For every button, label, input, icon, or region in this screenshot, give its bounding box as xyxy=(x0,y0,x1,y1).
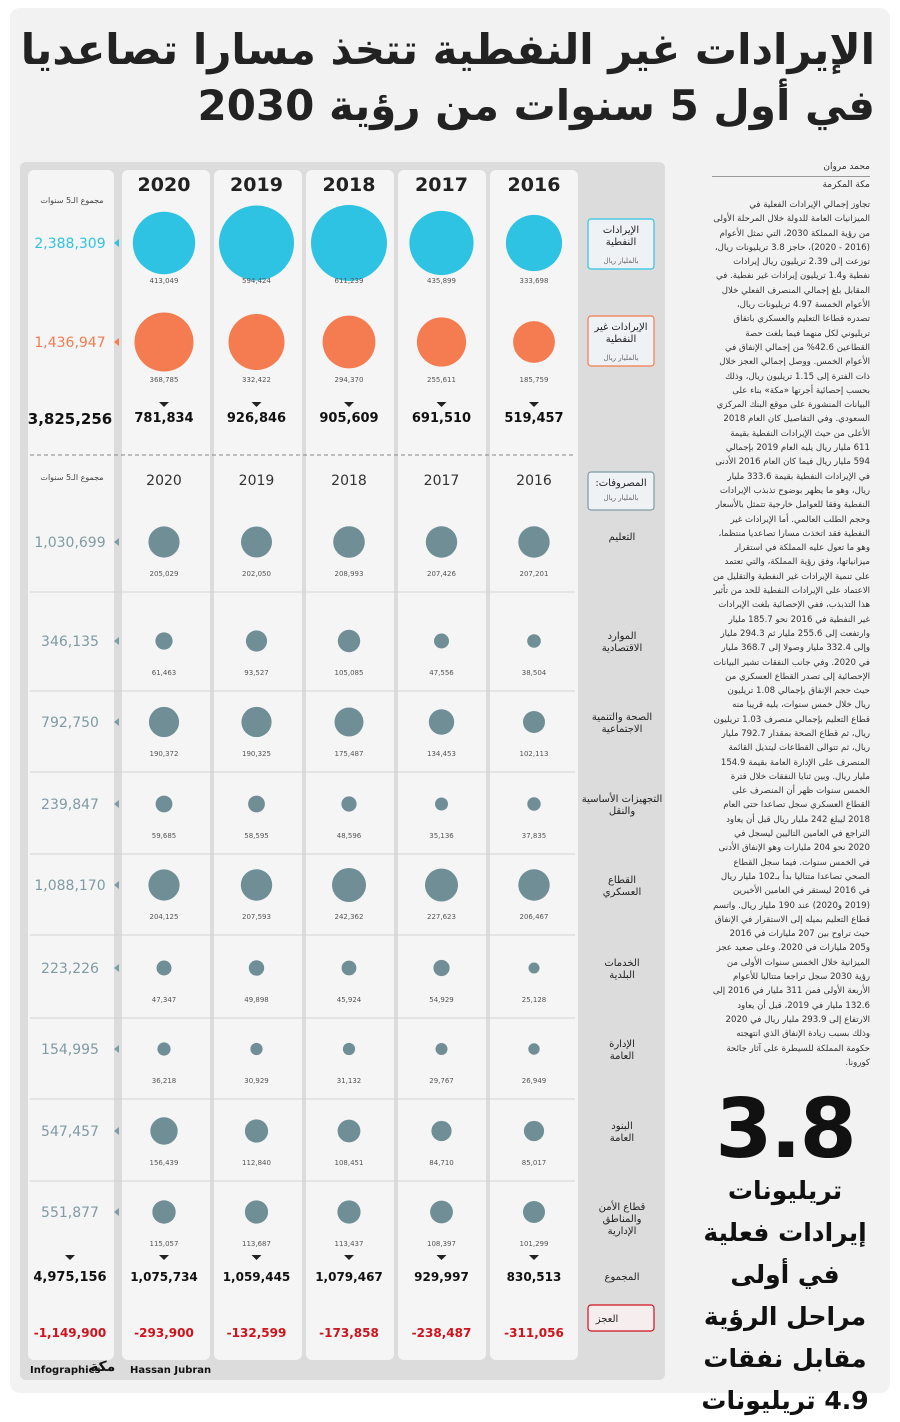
makkah-logo: مكة xyxy=(90,1359,116,1375)
revenue-label-oil-line-1: الإيرادات xyxy=(602,225,640,236)
expense-year-header-2018: 2018 xyxy=(331,473,367,489)
value-nonoil-2019: 332,422 xyxy=(242,376,271,384)
expense-year-header-2017: 2017 xyxy=(423,473,460,489)
bubble-sector-2-2016 xyxy=(527,634,541,648)
bubble-sector-1-2020 xyxy=(148,526,179,557)
revenue-total-2017: 691,510 xyxy=(411,411,472,426)
value-sector-1-2016: 207,201 xyxy=(519,570,549,578)
expense-total-2017: 929,997 xyxy=(414,1270,469,1284)
value-sector-8-2020: 156,439 xyxy=(149,1159,179,1167)
bubble-sector-5-2019 xyxy=(241,869,272,900)
arrow-sector-1 xyxy=(114,538,119,546)
bubble-nonoil-2017 xyxy=(417,317,466,366)
sector-label-8-line-1: البنود xyxy=(611,1121,633,1132)
total-sector-3: 792,750 xyxy=(41,715,99,731)
rev-total-arrow-2019 xyxy=(252,402,262,407)
value-sector-2-2016: 38,504 xyxy=(521,669,547,677)
headline-line-1: الإيرادات غير النفطية تتخذ مسارا تصاعديا xyxy=(20,25,875,74)
value-sector-5-2018: 242,362 xyxy=(334,913,364,921)
value-sector-9-2016: 101,299 xyxy=(519,1240,549,1248)
value-oil-2017: 435,899 xyxy=(427,277,456,285)
bubble-nonoil-2016 xyxy=(513,321,555,363)
value-sector-3-2019: 190,325 xyxy=(242,750,271,758)
bubble-sector-6-2020 xyxy=(157,961,172,976)
bubble-sector-8-2016 xyxy=(524,1121,544,1141)
value-nonoil-2018: 294,370 xyxy=(334,376,364,384)
expense-year-header-2020: 2020 xyxy=(146,473,182,489)
bubble-sector-6-2016 xyxy=(529,963,540,974)
value-sector-5-2019: 207,593 xyxy=(242,913,271,921)
sector-label-9-line-3: الإدارية xyxy=(607,1226,637,1237)
bubble-sector-6-2019 xyxy=(249,960,264,975)
sector-label-5-line-1: القطاع xyxy=(607,875,637,886)
bubble-sector-1-2018 xyxy=(333,526,365,558)
revenue-total-2016: 519,457 xyxy=(504,411,564,426)
value-sector-2-2020: 61,463 xyxy=(151,669,177,677)
revenue-grand-total: 3,825,256 xyxy=(27,410,113,428)
sector-label-1-line-1: التعليم xyxy=(608,532,636,543)
value-sector-8-2017: 84,710 xyxy=(429,1159,454,1167)
sector-label-6-line-1: الخدمات xyxy=(604,958,640,969)
deficit-2019: -132,599 xyxy=(226,1326,287,1340)
value-sector-9-2019: 113,687 xyxy=(242,1240,271,1248)
rev-total-arrow-2020 xyxy=(159,402,169,407)
bubble-sector-6-2017 xyxy=(433,960,449,976)
bubble-sector-9-2019 xyxy=(245,1200,268,1223)
bubble-oil-2017 xyxy=(409,211,473,275)
value-sector-3-2018: 175,487 xyxy=(334,750,364,758)
bubble-nonoil-2019 xyxy=(229,314,285,370)
arrow-sector-3 xyxy=(114,718,119,726)
value-oil-2019: 594,424 xyxy=(242,277,271,285)
bubble-oil-2016 xyxy=(506,215,562,271)
revenue-unit-oil: بالمليار ريال xyxy=(603,257,639,265)
deficit-total: -1,149,900 xyxy=(33,1326,107,1340)
bubble-sector-2-2017 xyxy=(434,634,449,649)
bubble-sector-5-2016 xyxy=(518,869,549,900)
sector-label-2-line-1: الموارد xyxy=(607,631,637,642)
revenue-label-nonoil-line-1: الإيرادات غير xyxy=(594,322,648,333)
total-sector-9: 551,877 xyxy=(41,1205,99,1221)
value-sector-7-2016: 26,949 xyxy=(521,1077,547,1085)
expense-total-2019: 1,059,445 xyxy=(222,1270,291,1284)
sector-label-7-line-2: العامة xyxy=(609,1051,635,1062)
total-nonoil: 1,436,947 xyxy=(34,335,106,351)
expense-total-2018: 1,079,467 xyxy=(315,1270,383,1284)
revenue-label-oil-line-2: النفطية xyxy=(605,237,637,248)
bubble-sector-7-2020 xyxy=(157,1042,170,1055)
bubble-oil-2018 xyxy=(311,205,387,281)
bubble-sector-3-2016 xyxy=(523,711,545,733)
arrow-oil xyxy=(114,239,119,247)
value-sector-6-2019: 49,898 xyxy=(244,996,269,1004)
bubble-sector-8-2018 xyxy=(338,1120,361,1143)
sector-label-3-line-1: الصحة والتنمية xyxy=(591,712,653,723)
value-sector-2-2018: 105,085 xyxy=(334,669,364,677)
bubble-oil-2020 xyxy=(133,212,195,274)
total-sector-5: 1,088,170 xyxy=(34,878,106,894)
bubble-sector-8-2017 xyxy=(431,1121,451,1141)
sector-label-9-line-1: قطاع الأمن xyxy=(598,1202,646,1213)
value-oil-2018: 611,239 xyxy=(334,277,364,285)
bubble-sector-9-2018 xyxy=(337,1200,360,1223)
highlight-number: 3.8 xyxy=(715,1082,855,1177)
value-sector-2-2017: 47,556 xyxy=(429,669,454,677)
expense-total-2016: 830,513 xyxy=(506,1270,562,1284)
bubble-sector-7-2017 xyxy=(436,1043,448,1055)
exp-total-arrow-2019 xyxy=(252,1255,262,1260)
bubble-sector-2-2018 xyxy=(338,630,360,652)
value-sector-8-2018: 108,451 xyxy=(334,1159,364,1167)
value-sector-5-2020: 204,125 xyxy=(149,913,179,921)
total-sector-8: 547,457 xyxy=(41,1124,99,1140)
bubble-oil-2019 xyxy=(219,206,294,281)
bubble-sector-2-2020 xyxy=(155,632,172,649)
year-header-2020: 2020 xyxy=(137,174,191,196)
value-nonoil-2020: 368,785 xyxy=(149,376,179,384)
footer-author: Hassan Jubran xyxy=(130,1365,212,1376)
value-oil-2020: 413,049 xyxy=(149,277,179,285)
year-header-2018: 2018 xyxy=(322,174,376,196)
bubble-sector-4-2016 xyxy=(527,797,540,810)
arrow-sector-9 xyxy=(114,1208,119,1216)
exp-total-arrow-2020 xyxy=(159,1255,169,1260)
value-sector-4-2017: 35,136 xyxy=(429,832,454,840)
value-sector-4-2020: 59,685 xyxy=(151,832,177,840)
bubble-sector-3-2018 xyxy=(335,708,364,737)
sector-label-7-line-1: الإدارة xyxy=(609,1039,635,1050)
total-sector-7: 154,995 xyxy=(41,1042,99,1058)
value-sector-5-2017: 227,623 xyxy=(427,913,456,921)
bubble-sector-2-2019 xyxy=(246,630,267,651)
value-sector-6-2018: 45,924 xyxy=(336,996,362,1004)
revenue-label-nonoil-line-2: النفطية xyxy=(605,334,637,345)
bubble-sector-5-2020 xyxy=(148,869,179,900)
expense-grand-total: 4,975,156 xyxy=(33,1270,107,1285)
deficit-2020: -293,900 xyxy=(134,1326,194,1340)
arrow-sector-4 xyxy=(114,800,119,808)
deficit-2018: -173,858 xyxy=(319,1326,379,1340)
deficit-2016: -311,056 xyxy=(504,1326,564,1340)
bubble-sector-4-2019 xyxy=(248,796,265,813)
bubble-sector-4-2020 xyxy=(156,796,173,813)
revenue-unit-nonoil: بالمليار ريال xyxy=(603,354,639,362)
sector-label-4-line-2: والنقل xyxy=(608,806,636,817)
expenses-label: المصروفات: xyxy=(595,478,647,489)
arrow-sector-7 xyxy=(114,1045,119,1053)
value-sector-1-2017: 207,426 xyxy=(427,570,456,578)
value-sector-7-2018: 31,132 xyxy=(336,1077,362,1085)
total-sector-6: 223,226 xyxy=(41,961,99,977)
bubble-sector-3-2020 xyxy=(149,707,179,737)
rev-total-arrow-2016 xyxy=(529,402,539,407)
arrow-sector-8 xyxy=(114,1127,119,1135)
sector-label-2-line-2: الاقتصادية xyxy=(601,643,643,654)
value-sector-7-2020: 36,218 xyxy=(151,1077,177,1085)
value-sector-6-2020: 47,347 xyxy=(151,996,177,1004)
bubble-sector-9-2016 xyxy=(523,1201,545,1223)
footer-infographics: Infographics xyxy=(30,1365,101,1376)
bubble-sector-3-2019 xyxy=(241,707,271,737)
value-sector-9-2018: 113,437 xyxy=(334,1240,364,1248)
exp-total-arrow-2016 xyxy=(529,1255,539,1260)
headline-line-2: في أول 5 سنوات من رؤية 2030 xyxy=(197,81,875,130)
arrow-sector-5 xyxy=(114,881,119,889)
value-sector-7-2017: 29,767 xyxy=(429,1077,454,1085)
byline-city: مكة المكرمة xyxy=(822,180,870,190)
sector-label-6-line-2: البلدية xyxy=(609,970,635,981)
sector-label-5-line-2: العسكري xyxy=(602,887,642,898)
bubble-nonoil-2018 xyxy=(323,316,376,369)
bubble-sector-4-2017 xyxy=(435,798,448,811)
value-sector-3-2017: 134,453 xyxy=(427,750,456,758)
sum-label: المجموع xyxy=(604,1272,640,1283)
total-oil: 2,388,309 xyxy=(34,236,106,252)
value-sector-5-2016: 206,467 xyxy=(519,913,549,921)
value-sector-9-2017: 108,397 xyxy=(427,1240,456,1248)
total-sector-2: 346,135 xyxy=(41,634,99,650)
bubble-sector-1-2019 xyxy=(241,527,272,558)
total-header-top: مجموع الـ5 سنوات xyxy=(40,196,104,205)
value-sector-1-2020: 205,029 xyxy=(149,570,179,578)
revenue-total-2018: 905,609 xyxy=(319,411,379,426)
value-sector-3-2016: 102,113 xyxy=(519,750,549,758)
deficit-2017: -238,487 xyxy=(411,1326,472,1340)
year-header-2016: 2016 xyxy=(507,174,561,196)
total-header-expenses: مجموع الـ5 سنوات xyxy=(40,473,104,482)
sector-label-4-line-1: التجهيزات الأساسية xyxy=(581,794,663,805)
bubble-sector-1-2016 xyxy=(518,526,549,557)
value-sector-8-2019: 112,840 xyxy=(242,1159,271,1167)
bubble-sector-8-2020 xyxy=(150,1117,177,1144)
expense-year-header-2019: 2019 xyxy=(238,473,275,489)
bubble-sector-7-2018 xyxy=(343,1043,355,1055)
arrow-sector-6 xyxy=(114,964,119,972)
exp-grand-arrow xyxy=(65,1255,75,1260)
byline-author: محمد مروان xyxy=(712,160,870,177)
year-header-2017: 2017 xyxy=(415,174,468,196)
bubble-sector-3-2017 xyxy=(429,709,454,734)
total-sector-1: 1,030,699 xyxy=(34,535,106,551)
sector-label-8-line-2: العامة xyxy=(609,1133,635,1144)
deficit-label: العجز xyxy=(595,1314,619,1325)
value-oil-2016: 333,698 xyxy=(519,277,549,285)
rev-total-arrow-2018 xyxy=(344,402,354,407)
value-sector-3-2020: 190,372 xyxy=(149,750,179,758)
bubble-nonoil-2020 xyxy=(135,313,194,372)
bubble-sector-5-2018 xyxy=(332,868,366,902)
value-sector-4-2019: 58,595 xyxy=(244,832,269,840)
value-sector-7-2019: 30,929 xyxy=(244,1077,269,1085)
value-sector-6-2017: 54,929 xyxy=(429,996,454,1004)
highlight-text: تريليونات إيرادات فعلية في أولى مراحل الرؤية مقابل نفقات 4.9 تريليونات xyxy=(701,1176,869,1415)
sector-label-3-line-2: الاجتماعية xyxy=(601,724,643,735)
bubble-sector-9-2017 xyxy=(430,1201,453,1224)
arrow-sector-2 xyxy=(114,637,119,645)
bubble-sector-8-2019 xyxy=(245,1119,268,1142)
value-nonoil-2017: 255,611 xyxy=(427,376,456,384)
value-sector-1-2019: 202,050 xyxy=(242,570,271,578)
bubble-sector-7-2016 xyxy=(528,1043,539,1054)
bubble-sector-6-2018 xyxy=(342,961,357,976)
bubble-sector-1-2017 xyxy=(426,526,457,557)
value-sector-4-2016: 37,835 xyxy=(521,832,547,840)
value-nonoil-2016: 185,759 xyxy=(519,376,549,384)
expenses-unit: بالمليار ريال xyxy=(603,494,639,502)
bubble-sector-4-2018 xyxy=(341,796,356,811)
expense-year-header-2016: 2016 xyxy=(516,473,552,489)
article-text: تجاوز إجمالي الإيرادات الفعلية في الميزانيات العامة للدولة خلال المرحلة الأولى من رؤية المملكة 2030، التي تمثل الأعوام (2016 - 2020)، حاجز 3.8 تريليونات ريال، توزعت إلى 2.39 تريليون ريال إيرادات نفطية و1.4 تريليون إيرادات غير نفطية. في المقابل بلغ إجمالي المنصرف الفعلي خلال الأعوام الخمسة 4.97 تريليونات ريال، تصدره قطاعا التعليم والعسكري باتفاق تريليوني لكل منهما فيما بلغت حصة القطاعين 42.6% من إجمالي الإنفاق في الأعوام الخمس. ووصل إجمالي العجز خلال ذات الفترة إلى 1.15 تريليون ريال، وذلك بحسب إحصائية أجرتها «مكة» بناء على البيانات المنشورة على موقع البنك المركزي السعودي. وفي التفاصيل كان العام 2018 الأعلى من حيث الإيرادات النفطية بقيمة 611 مليار ريال يليه العام 2019 بإجمالي 594 مليار ريال فيما كان العام 2016 الأدنى في الإيرادات النفطية بقيمة 333.6 مليار ريال، وهو ما يظهر بوضوح تذبذب الإيرادات النفطية وفقا للعوامل خارجية تتمثل بالأسعار وحجم الطلب العالمي. أما الإيرادات غير النفطية فقد اتخذت مسارا تصاعديا منتظما، وهو ما تعول عليه المملكة في استقرار ميزانياتها، وفق رؤية المملكة، والتي تعتمد على تنمية الإيرادات غير النفطية والتقليل من الاعتماد على الإيرادات النفطية للحد من تأثير هذا التذبذب، ففي الإحصائية بلغت الإيرادات غير النفطية في 2016 نحو 185.7 مليار وارتفعت إلى 255.6 مليار ثم 294.3 مليار وإلى 332.4 مليار وصولا إلى 368.7 مليار في 2020. وفي جانب النفقات تشير البيانات الإحصائية إلى تصدر القطاع العسكري من حيث حجم الإنفاق بإجمالي 1.08 تريليون ريال خلال خمس سنوات، يليه قريبا منه قطاع التعليم بإجمالي منصرف 1.03 تريليون ريال، ثم قطاع الصحة بمقدار 792.7 مليار ريال، ثم تتوالى القطاعات ليتذيل القائمة المنصرف على الإدارة العامة بقيمة 154.9 مليار ريال. وبين ثنايا النفقات خلال فترة الخمس سنوات ظهر أن المنصرف على القطاع العسكري سجل تصاعدا حتى العام 2018 ليبلغ 242 مليار ريال قبل أن يعاود التراجع في العامين التاليين ليسجل في 2020 نحو 204 مليارات وهو الإنفاق الأدنى في الخمس سنوات. فيما سجل القطاع الصحي تصاعدا متتاليا بدأ بـ102 مليار ريال في 2016 ليستقر في العامين الأخيرين (2019 و2020) عند 190 مليار ريال. واتسم قطاع التعليم بميله إلى الاستقرار في الإنفاق حيث تراوح بين 207 مليارات في 2016 و205 مليارات في 2020. وعلى صعيد عجز الميزانية خلال الخمس سنوات الأولى من رؤية 2030 سجل تراجعا متتاليا للأعوام الأربعة الأولى فمن 311 مليار في 2016 إلى 132.6 مليار في 2019، قبل أن يعاود الارتفاع إلى 293.9 مليار ريال في 2020 وذلك بسبب زيادة الإنفاق الذي انتهجته حكومة المملكة للسيطرة على آثار جائحة كورونا. xyxy=(712,200,870,1068)
value-sector-9-2020: 115,057 xyxy=(149,1240,179,1248)
value-sector-1-2018: 208,993 xyxy=(334,570,364,578)
rev-total-arrow-2017 xyxy=(437,402,447,407)
value-sector-2-2019: 93,527 xyxy=(244,669,269,677)
arrow-nonoil xyxy=(114,338,119,346)
year-header-2019: 2019 xyxy=(230,174,283,196)
expense-total-2020: 1,075,734 xyxy=(130,1270,198,1284)
value-sector-8-2016: 85,017 xyxy=(521,1159,547,1167)
exp-total-arrow-2018 xyxy=(344,1255,354,1260)
revenue-total-2020: 781,834 xyxy=(134,411,194,426)
bubble-sector-7-2019 xyxy=(250,1043,262,1055)
bubble-sector-9-2020 xyxy=(152,1200,175,1223)
value-sector-6-2016: 25,128 xyxy=(521,996,547,1004)
bubble-sector-5-2017 xyxy=(425,869,458,902)
value-sector-4-2018: 48,596 xyxy=(336,832,362,840)
total-sector-4: 239,847 xyxy=(41,797,99,813)
revenue-total-2019: 926,846 xyxy=(226,411,287,426)
sector-label-9-line-2: والمناطق xyxy=(602,1214,642,1225)
exp-total-arrow-2017 xyxy=(437,1255,447,1260)
